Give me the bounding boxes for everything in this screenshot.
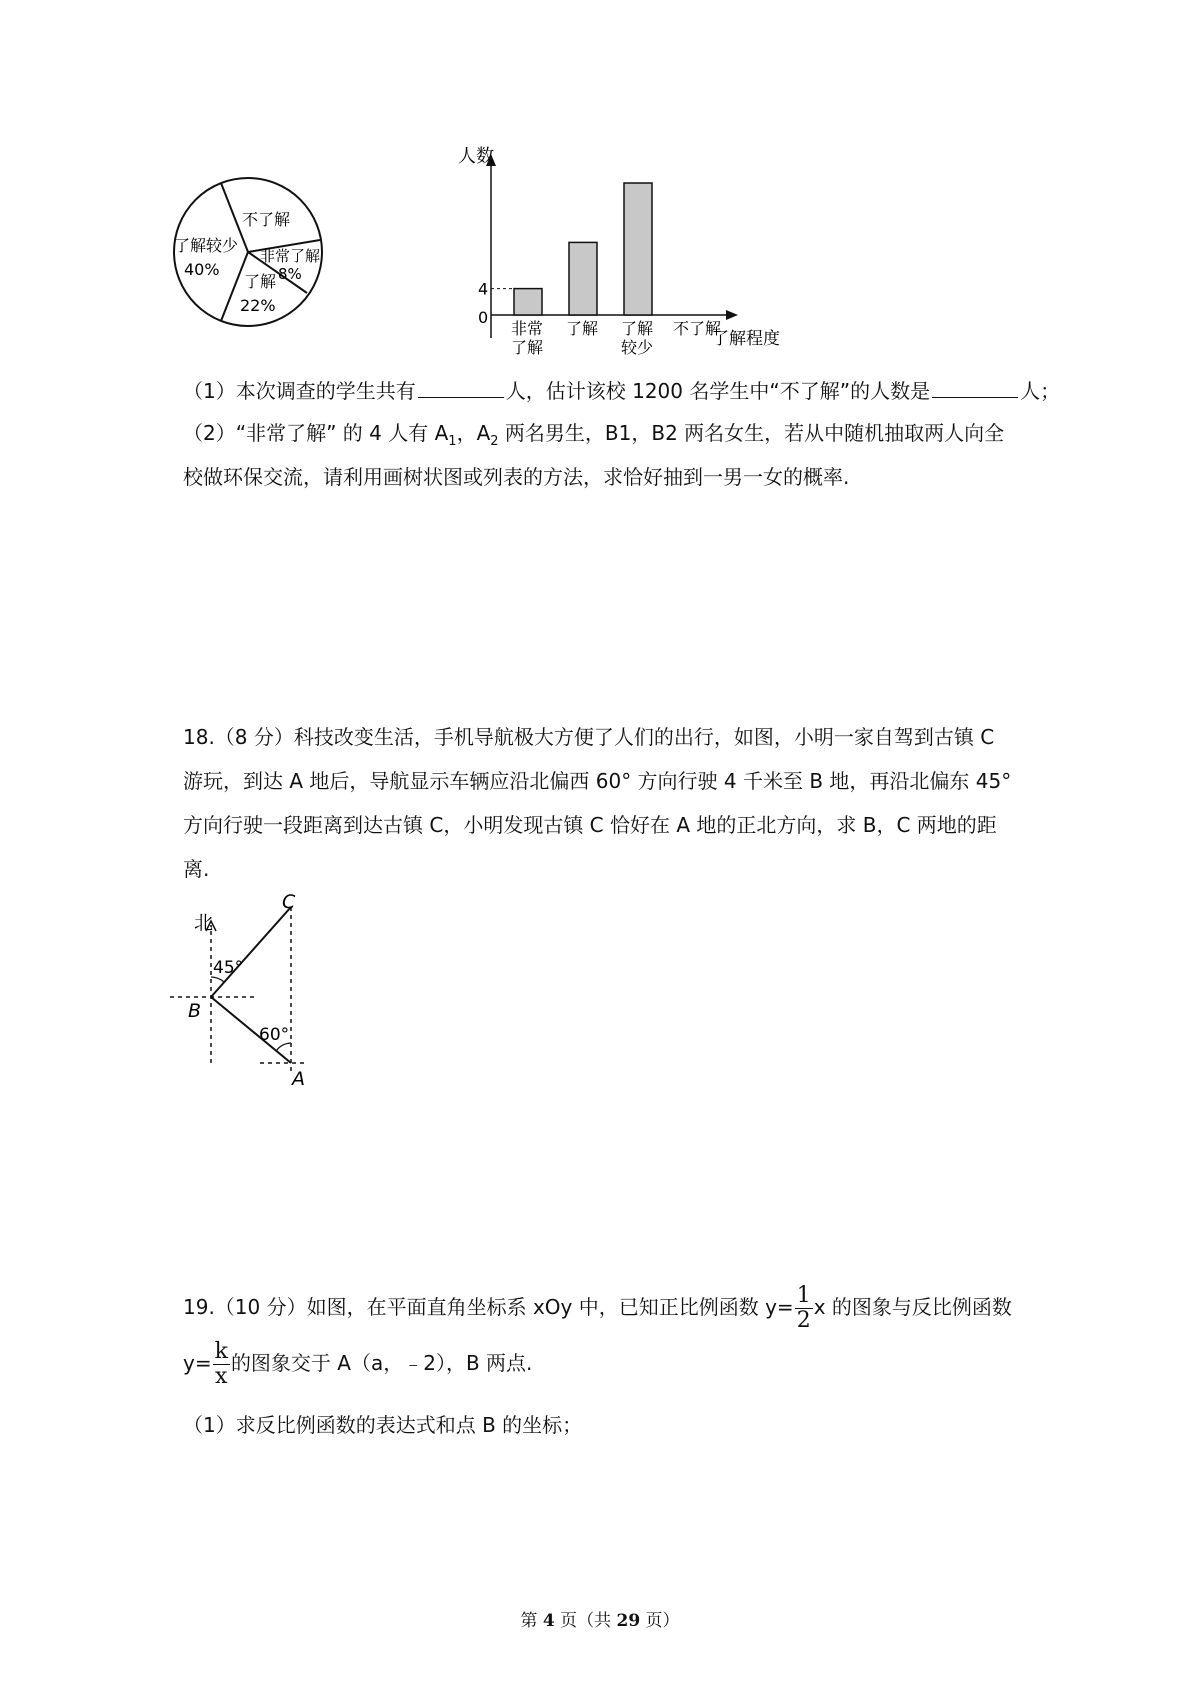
y-tick-label-0: 4 [478, 279, 489, 299]
north-label: 北 [194, 912, 214, 934]
footer-suffix: 页） [640, 1611, 680, 1631]
q19-part1: （1）求反比例函数的表达式和点 B 的坐标； [183, 1413, 583, 1437]
fraction-denominator: 2 [796, 1308, 811, 1333]
y-tick-label-1: 0 [478, 308, 489, 327]
subscript-2: 2 [490, 434, 499, 449]
x-axis-label: 了解程度 [712, 329, 780, 349]
total-pages: 29 [616, 1611, 641, 1631]
q18-diagram [160, 885, 340, 1095]
pie-pct-understand-less: 40% [184, 260, 220, 279]
pie-pct-very-understand: 8% [278, 265, 302, 283]
answer-blank-2[interactable] [932, 379, 1018, 398]
q17-part2-text-c: 两名男生，B1，B2 两名女生，若从中随机抽取两人向全 [498, 421, 1005, 445]
page-number: 4 [542, 1611, 555, 1631]
bar-2 [624, 183, 652, 315]
footer-prefix: 第 [520, 1611, 543, 1631]
q19-text-c: y= [183, 1351, 212, 1375]
angle-60-label: 60° [259, 1025, 290, 1045]
q17-part1-text-b: 人，估计该校 1200 名学生中“不了解”的人数是 [505, 379, 931, 403]
category-label-0-0: 非常 [511, 319, 544, 338]
pie-label-very-understand: 非常了解 [260, 247, 321, 265]
q17-part1 [183, 376, 1060, 406]
q19-line1 [183, 1282, 1012, 1333]
category-label-2-0: 了解 [621, 319, 654, 338]
category-label-2-1: 较少 [621, 338, 654, 357]
q17-part1-text-a: （1）本次调查的学生共有 [183, 379, 416, 403]
q17-part2-line1 [183, 418, 1004, 457]
pie-label-understand: 了解 [244, 272, 277, 291]
pie-chart [160, 165, 360, 365]
category-label-3-0: 不了解 [673, 319, 722, 338]
subscript-1: 1 [448, 434, 457, 449]
angle-45-label: 45° [213, 958, 244, 978]
point-a-label: A [292, 1068, 305, 1090]
pie-label-understand-less: 了解较少 [174, 236, 239, 255]
point-c-label: C [282, 891, 296, 913]
bar-chart [440, 140, 800, 365]
q17-part1-text-c: 人； [1020, 379, 1061, 403]
fraction-numerator: k [214, 1339, 228, 1364]
fraction-denominator: x [215, 1364, 228, 1389]
fraction-k-over-x [213, 1340, 230, 1389]
q17-part2-text-b: ，A [456, 421, 491, 445]
q17-part2-text-a: （2）“非常了解” 的 4 人有 A [183, 421, 449, 445]
y-axis-label: 人数 [458, 146, 494, 167]
bar-0 [514, 289, 542, 315]
q18-line3: 方向行驶一段距离到达古镇 C，小明发现古镇 C 恰好在 A 地的正北方向，求 B，C 两地的距 [183, 813, 997, 837]
bar-1 [569, 242, 597, 315]
q19-text-d: 的图象交于 A（a，﹣2），B 两点. [230, 1351, 533, 1375]
pie-label-not-understand: 不了解 [242, 210, 291, 229]
page-footer [0, 1606, 1200, 1631]
q19-text-b: x 的图象与反比例函数 [813, 1295, 1012, 1319]
category-label-0-1: 了解 [511, 338, 544, 357]
category-label-1-0: 了解 [566, 319, 599, 338]
answer-blank-1[interactable] [418, 379, 504, 398]
x-axis-arrow [726, 310, 738, 320]
q18-line4: 离. [183, 857, 210, 881]
segment-bc [211, 907, 291, 997]
point-b-label: B [188, 1000, 202, 1022]
pie-pct-understand: 22% [240, 296, 276, 315]
fraction-one-half [795, 1284, 813, 1333]
q17-part2-line2: 校做环保交流，请利用画树状图或列表的方法，求恰好抽到一男一女的概率. [183, 465, 850, 489]
q19-text-a: 19.（10 分）如图，在平面直角坐标系 xOy 中，已知正比例函数 y= [183, 1295, 794, 1319]
footer-middle: 页（共 [554, 1611, 617, 1631]
q18-line2: 游玩，到达 A 地后，导航显示车辆应沿北偏西 60° 方向行驶 4 千米至 B 地，再沿北偏东 45° [183, 769, 1012, 793]
q19-line2 [183, 1338, 532, 1389]
fraction-numerator: 1 [796, 1283, 811, 1308]
q18-line1: 18.（8 分）科技改变生活，手机导航极大方便了人们的出行，如图，小明一家自驾到古镇 C [183, 725, 995, 749]
